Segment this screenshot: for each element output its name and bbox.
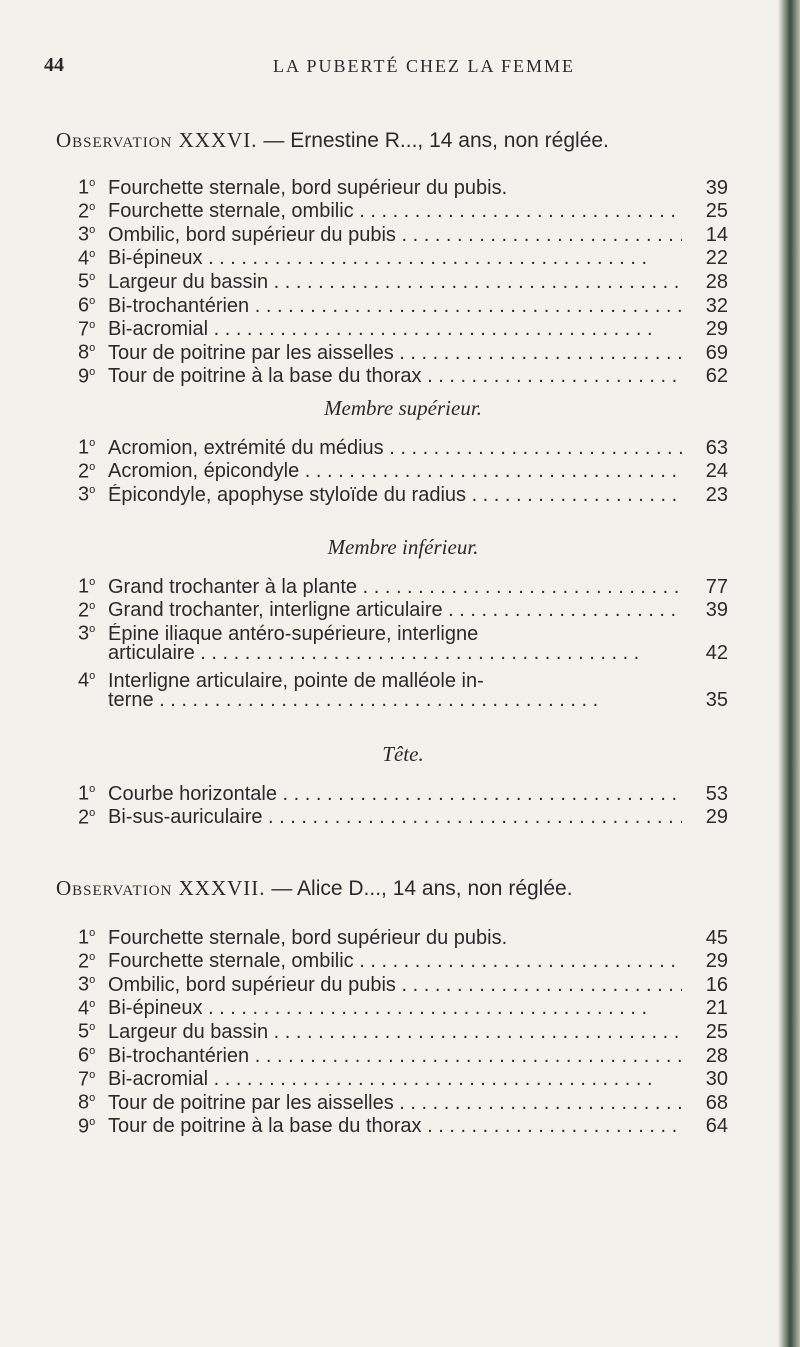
measurement-row: 2$^o$ Acromion, épicondyle . . . 24 xyxy=(78,456,728,480)
lower-limb-heading: Membre inférieur. xyxy=(327,535,479,559)
measurement-row: 3$^o$ Épicondyle, apophyse styloïde du radius . . . 23 xyxy=(78,479,728,503)
binding-edge xyxy=(778,0,800,1347)
page-header xyxy=(44,48,784,88)
page-number: 44 xyxy=(44,54,64,76)
measurement-row: 9$^o$ Tour de poitrine à la base du thorax . . . 62 xyxy=(78,361,728,385)
observation-37-label: Observation XXXVII. xyxy=(56,876,266,900)
measurement-row: 1$^o$ Acromion, extrémité du médius . . . 63 xyxy=(78,432,728,456)
lower-limb-measurements xyxy=(78,571,728,713)
measurement-row: 3$^o$ Ombilic, bord supérieur du pubis . . . 14 xyxy=(78,219,728,243)
measurement-row: 1$^o$ Fourchette sternale, bord supérieur du pubis. 39 xyxy=(78,176,728,199)
observation-37-heading xyxy=(56,876,768,901)
measurement-row: 7$^o$ Bi-acromial . . . 30 xyxy=(78,1064,728,1088)
head-measurements xyxy=(78,778,728,829)
head-heading: Tête. xyxy=(382,742,424,766)
measurement-row: 5$^o$ Largeur du bassin . . . 25 xyxy=(78,1016,728,1040)
measurement-row: 2$^o$ Grand trochanter, interligne articulaire . . . 39 xyxy=(78,595,728,619)
measurement-row: 6$^o$ Bi-trochantérien . . . 28 xyxy=(78,1040,728,1064)
measurement-row: 1$^o$ Grand trochanter à la plante . . . 77 xyxy=(78,571,728,595)
measurement-row: 2$^o$ Fourchette sternale, ombilic . . . 25 xyxy=(78,196,728,220)
measurement-row: 4$^o$ Interligne articulaire, pointe de malléole in- xyxy=(78,670,484,693)
measurement-row: 7$^o$ Bi-acromial . . . 29 xyxy=(78,314,728,338)
measurement-row: 3$^o$ Ombilic, bord supérieur du pubis . . . 16 xyxy=(78,969,728,993)
measurement-row: 5$^o$ Largeur du bassin . . . 28 xyxy=(78,266,728,290)
observation-37-subject: — Alice D..., 14 ans, non réglée. xyxy=(265,877,573,900)
upper-limb-heading: Membre supérieur. xyxy=(324,396,482,420)
observation-36-subject: — Ernestine R..., 14 ans, non réglée. xyxy=(257,129,609,152)
running-title: LA PUBERTÉ CHEZ LA FEMME xyxy=(273,56,575,76)
measurement-row: 2$^o$ Bi-sus-auriculaire . . . 29 xyxy=(78,802,728,826)
measurement-row: 1$^o$ Fourchette sternale, bord supérieur du pubis. 45 xyxy=(78,926,728,949)
observation-36-label: Observation XXXVI. xyxy=(56,128,258,152)
measurement-row: 1$^o$ Courbe horizontale . . . 53 xyxy=(78,778,728,802)
measurement-row: 3$^o$ Épine iliaque antéro-supérieure, interligne xyxy=(78,622,479,645)
measurement-row: 8$^o$ Tour de poitrine par les aisselles . . . 69 xyxy=(78,337,728,361)
measurement-row: 4$^o$ Bi-épineux . . . 22 xyxy=(78,243,728,267)
measurement-row-continuation: articulaire . . . 42 xyxy=(78,642,728,666)
measurement-row: 9$^o$ Tour de poitrine à la base du thorax . . . 64 xyxy=(78,1111,728,1135)
upper-limb-measurements xyxy=(78,432,728,506)
measurement-row: 4$^o$ Bi-épineux . . . 21 xyxy=(78,993,728,1017)
measurement-row: 2$^o$ Fourchette sternale, ombilic . . . 29 xyxy=(78,946,728,970)
measurement-row: 6$^o$ Bi-trochantérien . . . 32 xyxy=(78,290,728,314)
observation-36-measurements xyxy=(78,172,728,388)
measurement-row-continuation: terne . . . 35 xyxy=(78,689,728,713)
observation-37-measurements xyxy=(78,922,728,1138)
observation-36-heading xyxy=(56,128,768,153)
measurement-row: 8$^o$ Tour de poitrine par les aisselles . . . 68 xyxy=(78,1087,728,1111)
